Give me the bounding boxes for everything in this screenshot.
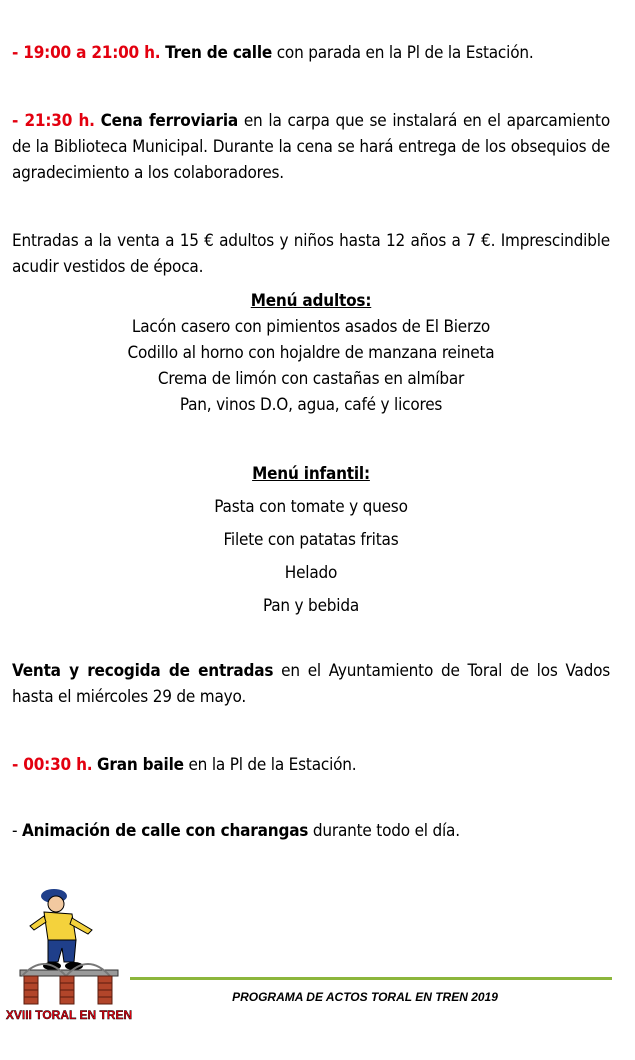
- event-gran-baile: [12, 752, 610, 778]
- menu-adults: [12, 288, 610, 418]
- menu-kids-title: Menú infantil:: [252, 464, 370, 484]
- logo-caption: XVIII TORAL EN TREN: [5, 1008, 133, 1022]
- sales-description: en el Ayuntamiento de Toral de los Vados hasta el miércoles 29 de mayo.: [12, 661, 611, 707]
- event-title: Gran baile: [97, 755, 184, 775]
- menu-item: Filete con patatas fritas: [223, 530, 399, 550]
- menu-item: Codillo al horno con hojaldre de manzana reineta: [127, 343, 495, 363]
- event-description: durante todo el día.: [308, 821, 460, 841]
- event-title: Cena ferroviaria: [100, 111, 238, 131]
- tickets-sales: [12, 658, 610, 710]
- event-title: Tren de calle: [165, 43, 273, 63]
- event-time: - 00:30 h.: [12, 755, 93, 775]
- sales-title: Venta y recogida de entradas: [12, 661, 274, 681]
- event-description: en la carpa que se instalará en el aparcamiento de la Biblioteca Municipal. Durante la cena se hará entrega de los obsequios de agradecimiento a los colaboradores.: [12, 111, 610, 183]
- menu-kids: [12, 458, 610, 623]
- toral-en-tren-logo: [5, 882, 133, 1030]
- event-description: en la Pl de la Estación.: [183, 755, 357, 775]
- menu-item: Lacón casero con pimientos asados de El Bierzo: [131, 317, 491, 337]
- footer-divider: [130, 977, 612, 980]
- event-animacion: [12, 818, 610, 844]
- menu-item: Pan, vinos D.O, agua, café y licores: [179, 395, 443, 415]
- footer-title: PROGRAMA DE ACTOS TORAL EN TREN 2019: [232, 990, 498, 1004]
- menu-item: Helado: [284, 563, 338, 583]
- menu-item: Pan y bebida: [262, 596, 360, 616]
- menu-item: Crema de limón con castañas en almíbar: [157, 369, 465, 389]
- event-description: con parada en la Pl de la Estación.: [272, 43, 534, 63]
- event-cena-ferroviaria: [12, 108, 610, 186]
- menu-adults-title: Menú adultos:: [250, 291, 372, 311]
- event-title: Animación de calle con charangas: [21, 821, 309, 841]
- event-time: - 19:00 a 21:00 h.: [12, 43, 161, 63]
- event-tren-de-calle: [12, 40, 610, 66]
- event-dash: -: [12, 821, 22, 841]
- menu-item: Pasta con tomate y queso: [214, 497, 408, 517]
- tickets-info: Entradas a la venta a 15 € adultos y niños hasta 12 años a 7 €. Imprescindible acudir vestidos de época.: [12, 231, 610, 277]
- event-time: - 21:30 h.: [12, 111, 95, 131]
